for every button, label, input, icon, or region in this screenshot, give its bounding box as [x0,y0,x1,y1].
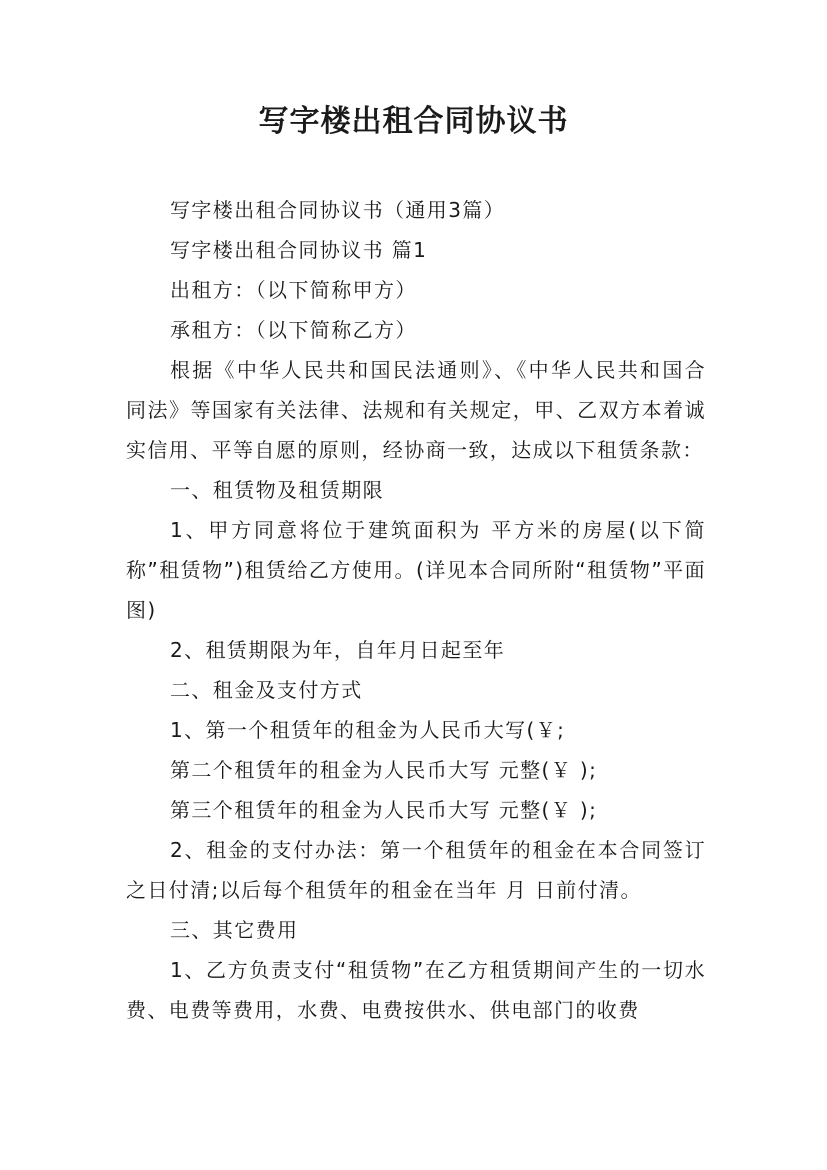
clause-paragraph: 2、租金的支付办法：第一个租赁年的租金在本合同签订之日付清;以后每个租赁年的租金在当年 月 日前付清。 [126,838,706,902]
section-heading: 写字楼出租合同协议书 篇1 [170,238,428,262]
clause-heading: 二、租金及支付方式 [170,678,363,702]
lessor-line: 出租方：（以下简称甲方） [170,278,417,302]
clause-paragraph: 第二个租赁年的租金为人民币大写 元整(￥ ); [170,758,598,782]
clause-heading: 三、其它费用 [170,918,299,942]
clause-paragraph: 1、甲方同意将位于建筑面积为 平方米的房屋(以下简称”租赁物”)租赁给乙方使用。(详见本合同所附“租赁物”平面图) [126,518,706,622]
document-body [126,190,706,1030]
lessee-line: 承租方：（以下简称乙方） [170,318,417,342]
clause-paragraph: 第三个租赁年的租金为人民币大写 元整(￥ ); [170,798,598,822]
clause-paragraph: 1、乙方负责支付“租赁物”在乙方租赁期间产生的一切水费、电费等费用，水费、电费按供水、供电部门的收费 [126,958,706,1022]
clause-heading: 一、租赁物及租赁期限 [170,478,384,502]
document-title: 写字楼出租合同协议书 [258,104,569,139]
clause-paragraph: 2、租赁期限为年，自年月日起至年 [170,638,506,662]
preamble-paragraph: 根据《中华人民共和国民法通则》、《中华人民共和国合同法》等国家有关法律、法规和有关规定，甲、乙双方本着诚实信用、平等自愿的原则，经协商一致，达成以下租赁条款： [126,358,706,462]
subtitle-line: 写字楼出租合同协议书（通用3篇） [170,198,506,222]
clause-paragraph: 1、第一个租赁年的租金为人民币大写(￥; [170,718,566,742]
